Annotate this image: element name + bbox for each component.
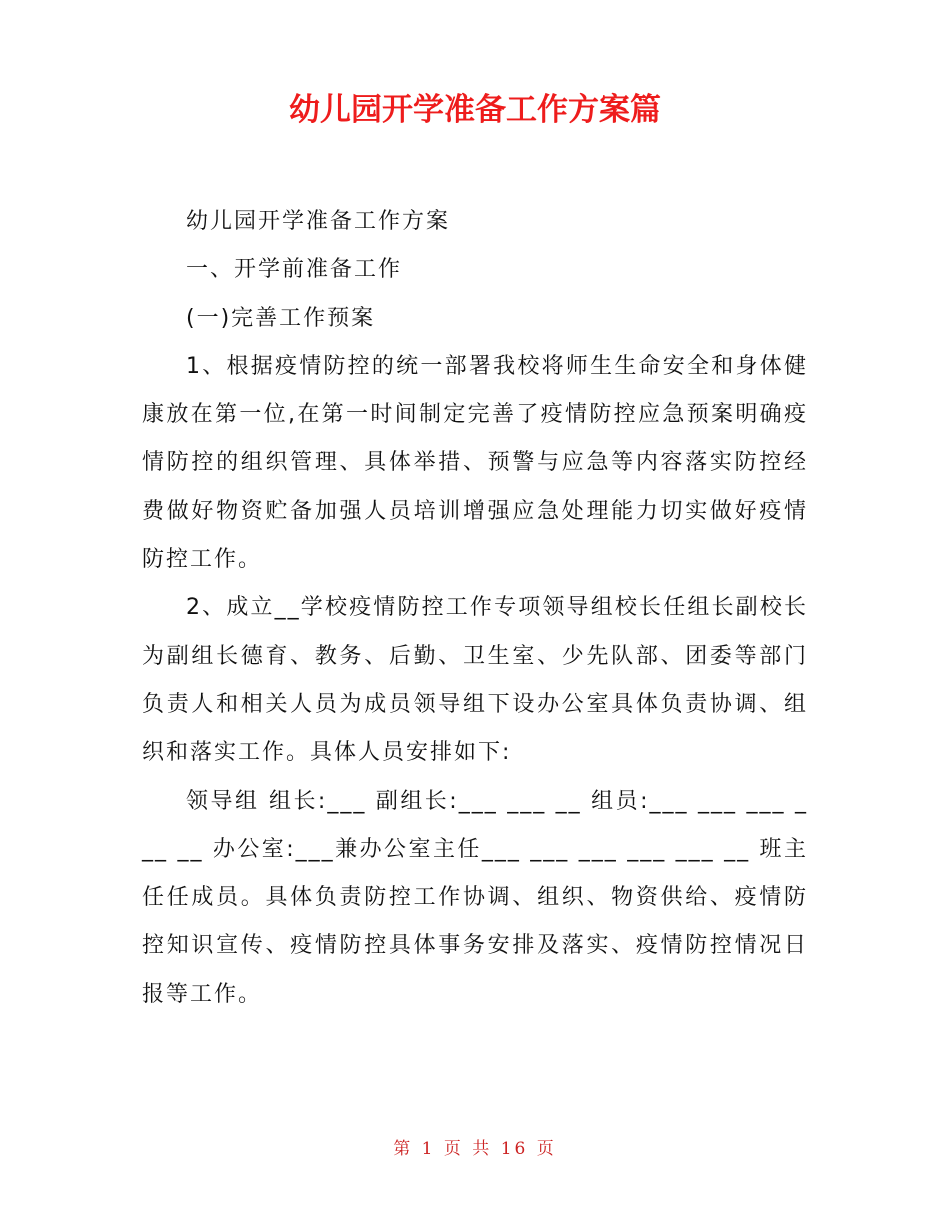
paragraph-item-2: 2、成立__学校疫情防控工作专项领导组校长任组长副校长为副组长德育、教务、后勤、卫生室、少先队部、团委等部门负责人和相关人员为成员领导组下设办公室具体负责协调、组织和落实工作。具体人员安排如下: <box>142 595 808 766</box>
document-title: 幼儿园开学准备工作方案篇 <box>289 92 661 128</box>
paragraph-item-1: 1、根据疫情防控的统一部署我校将师生生命安全和身体健康放在第一位,在第一时间制定完善了疫情防控应急预案明确疫情防控的组织管理、具体举措、预警与应急等内容落实防控经费做好物资贮备加强人员培训增强应急处理能力切实做好疫情防控工作。 <box>142 353 808 573</box>
paragraph-subsection: (一)完善工作预案 <box>186 305 376 331</box>
document-body <box>142 198 808 1019</box>
page-indicator: 第 1 页 共 16 页 <box>393 1139 557 1159</box>
paragraph-heading: 幼儿园开学准备工作方案 <box>186 209 451 234</box>
paragraph-section-one: 一、开学前准备工作 <box>186 257 403 283</box>
paragraph-staff-list: 领导组 组长:___ 副组长:___ ___ __ 组员:___ ___ ___ ___ __ 办公室:___兼办公室主任___ ___ ___ ___ ___ __ 班主任任成员。具体负责防控工作协调、组织、物资供给、疫情防控知识宣传、疫情防控具体事务安排及落实、疫情防控情况日报等工作。 <box>142 788 808 1007</box>
